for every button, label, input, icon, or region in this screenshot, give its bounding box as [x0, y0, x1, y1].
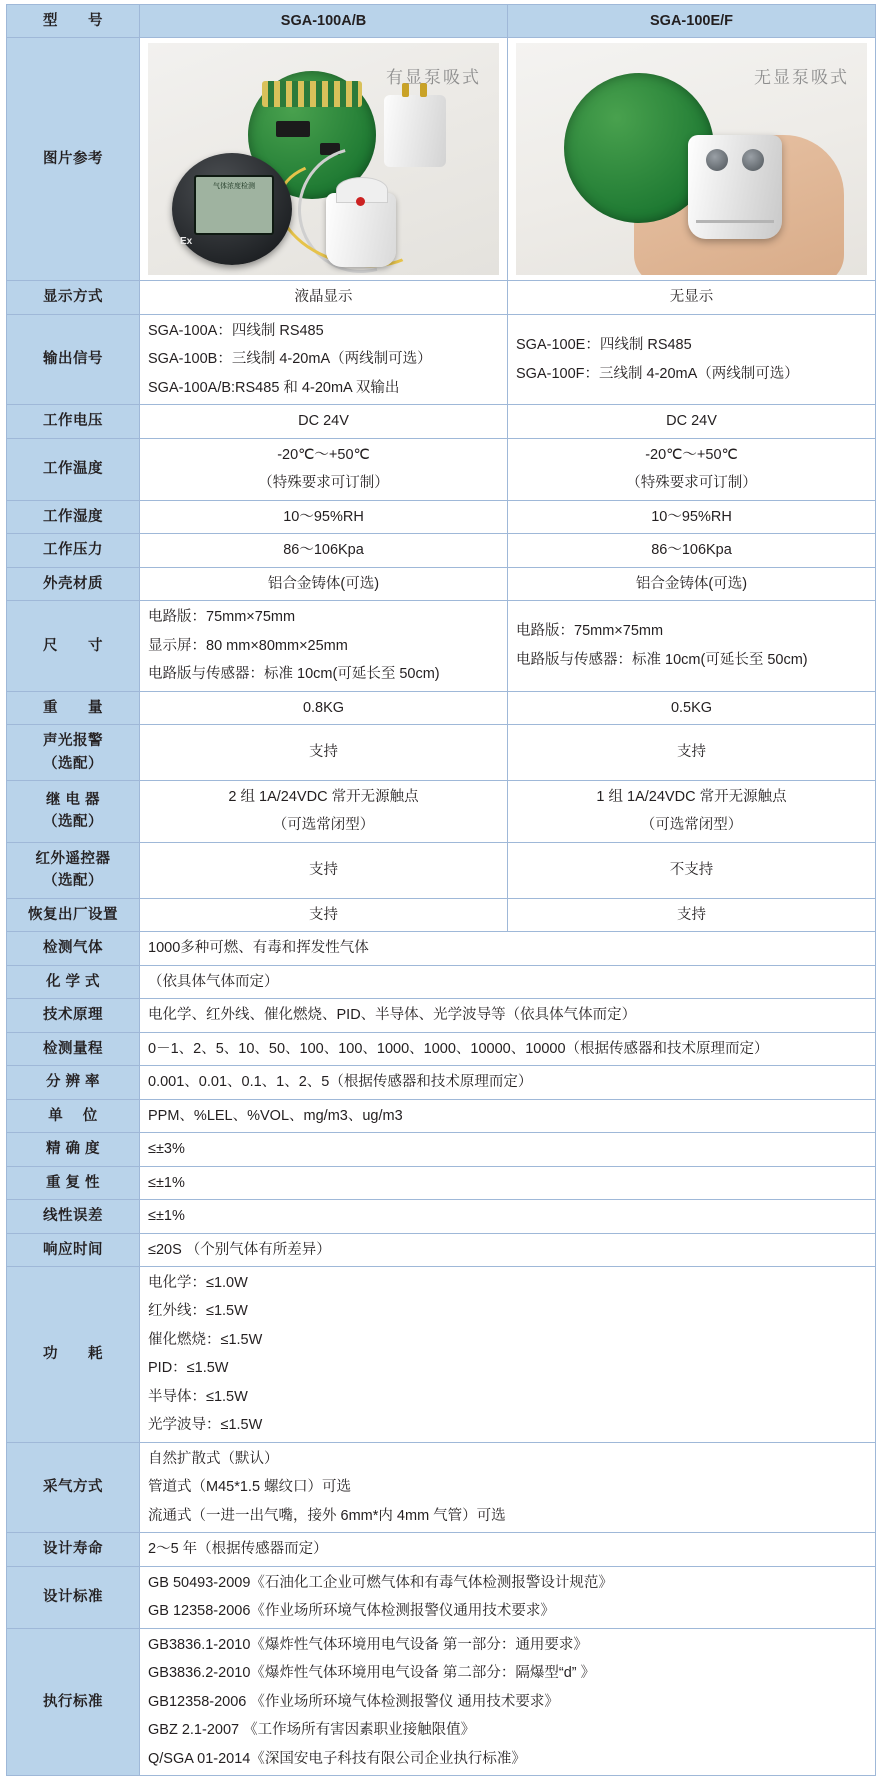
cell-design-standard: GB 50493-2009《石油化工企业可燃气体和有毒气体检测报警设计规范》 GB 12358-2006《作业场所环境气体检测报警仪通用技术要求》 [140, 1566, 876, 1628]
cell-humidity-a: 10～95%RH [140, 500, 508, 533]
table-row [7, 1133, 876, 1166]
row-label-resolution: 分 辨 率 [7, 1066, 140, 1099]
table-row [7, 691, 876, 724]
product-photo-b [516, 43, 867, 275]
specification-table [6, 4, 876, 1776]
photo-cell-b [508, 38, 876, 281]
row-label-output: 输出信号 [7, 314, 140, 404]
row-label-pressure: 工作压力 [7, 534, 140, 567]
row-label-humidity: 工作湿度 [7, 500, 140, 533]
gas-sensor-icon [688, 135, 782, 239]
photo-caption-a: 有显泵吸式 [386, 68, 481, 88]
cell-sampling: 自然扩散式（默认） 管道式（M45*1.5 螺纹口）可选 流通式（一进一出气嘴，接外 6mm*内 4mm 气管）可选 [140, 1442, 876, 1532]
table-row [7, 1267, 876, 1443]
cell-output-b: SGA-100E：四线制 RS485 SGA-100F：三线制 4-20mA（两线制可选） [508, 314, 876, 404]
cell-repeatability: ≤±1% [140, 1166, 876, 1199]
row-label-lifespan: 设计寿命 [7, 1533, 140, 1566]
cell-lifespan: 2～5 年（根据传感器而定） [140, 1533, 876, 1566]
cell-display-a: 液晶显示 [140, 281, 508, 314]
header-model-label: 型 号 [7, 5, 140, 38]
table-row [7, 965, 876, 998]
header-model-a: SGA-100A/B [140, 5, 508, 38]
row-label-dimension: 尺 寸 [7, 601, 140, 691]
table-row [7, 500, 876, 533]
cell-exec-standard: GB3836.1-2010《爆炸性气体环境用电气设备 第一部分：通用要求》 GB3836.2-2010《爆炸性气体环境用电气设备 第二部分：隔爆型“d” 》 GB12358-2006 《作业场所环境气体检测报警仪 通用技术要求》 GBZ 2.1-2007 《工作场所有害因素职业接触限值》 Q/SGA 01-2014《深国安电子科技有限公司企业执行标准》 [140, 1628, 876, 1775]
row-label-linearity: 线性误差 [7, 1200, 140, 1233]
cell-resolution: 0.001、0.01、0.1、1、2、5（根据传感器和技术原理而定） [140, 1066, 876, 1099]
cell-relay-b: 1 组 1A/24VDC 常开无源触点 （可选常闭型） [508, 780, 876, 842]
table-row [7, 1628, 876, 1775]
cell-dimension-b: 电路版：75mm×75mm 电路版与传感器：标准 10cm(可延长至 50cm) [508, 601, 876, 691]
table-row [7, 314, 876, 404]
table-row [7, 1066, 876, 1099]
chip-icon [276, 121, 310, 137]
row-label-exec-standard: 执行标准 [7, 1628, 140, 1775]
cell-dimension-a: 电路版：75mm×75mm 显示屏：80 mm×80mm×25mm 电路版与传感器：标准 10cm(可延长至 50cm) [140, 601, 508, 691]
table-header-row [7, 5, 876, 38]
display-unit-icon: 气体浓度检测 Ex [172, 153, 292, 265]
cell-housing-a: 铝合金铸体(可选) [140, 567, 508, 600]
cell-power: 电化学：≤1.0W 红外线：≤1.5W 催化燃烧：≤1.5W PID：≤1.5W 半导体：≤1.5W 光学波导：≤1.5W [140, 1267, 876, 1443]
cell-display-b: 无显示 [508, 281, 876, 314]
cell-response-time: ≤20S （个别气体有所差异） [140, 1233, 876, 1266]
row-label-sampling: 采气方式 [7, 1442, 140, 1532]
row-label-detect-gas: 检测气体 [7, 932, 140, 965]
row-label-display: 显示方式 [7, 281, 140, 314]
cell-detect-gas: 1000多种可燃、有毒和挥发性气体 [140, 932, 876, 965]
row-label-alarm: 声光报警 （选配） [7, 725, 140, 781]
table-row [7, 534, 876, 567]
table-row [7, 1233, 876, 1266]
sensor-probe-icon [384, 95, 446, 167]
cell-weight-a: 0.8KG [140, 691, 508, 724]
cell-temperature-a: -20℃～+50℃ （特殊要求可订制） [140, 438, 508, 500]
row-label-formula: 化 学 式 [7, 965, 140, 998]
row-label-weight: 重 量 [7, 691, 140, 724]
product-photo-a [148, 43, 499, 275]
table-row [7, 281, 876, 314]
cell-humidity-b: 10～95%RH [508, 500, 876, 533]
table-row [7, 38, 876, 281]
table-row [7, 1032, 876, 1065]
cell-factory-reset-b: 支持 [508, 898, 876, 931]
cell-output-a: SGA-100A：四线制 RS485 SGA-100B：三线制 4-20mA（两线制可选） SGA-100A/B:RS485 和 4-20mA 双输出 [140, 314, 508, 404]
table-row [7, 999, 876, 1032]
table-row [7, 1442, 876, 1532]
cell-factory-reset-a: 支持 [140, 898, 508, 931]
row-label-unit: 单 位 [7, 1099, 140, 1132]
row-label-power: 功 耗 [7, 1267, 140, 1443]
cell-temperature-b: -20℃～+50℃ （特殊要求可订制） [508, 438, 876, 500]
row-label-temperature: 工作温度 [7, 438, 140, 500]
cell-relay-a: 2 组 1A/24VDC 常开无源触点 （可选常闭型） [140, 780, 508, 842]
table-row [7, 1200, 876, 1233]
cell-linearity: ≤±1% [140, 1200, 876, 1233]
cell-unit: PPM、%LEL、%VOL、mg/m3、ug/m3 [140, 1099, 876, 1132]
row-label-principle: 技术原理 [7, 999, 140, 1032]
cell-alarm-b: 支持 [508, 725, 876, 781]
table-row [7, 438, 876, 500]
photo-cell-a [140, 38, 508, 281]
row-label-relay: 继 电 器 （选配） [7, 780, 140, 842]
row-label-accuracy: 精 确 度 [7, 1133, 140, 1166]
cell-ir-remote-a: 支持 [140, 842, 508, 898]
table-row [7, 932, 876, 965]
cell-alarm-a: 支持 [140, 725, 508, 781]
row-label-range: 检测量程 [7, 1032, 140, 1065]
cell-range: 0－1、2、5、10、50、100、100、1000、1000、10000、10000（根据传感器和技术原理而定） [140, 1032, 876, 1065]
row-label-factory-reset: 恢复出厂设置 [7, 898, 140, 931]
cell-principle: 电化学、红外线、催化燃烧、PID、半导体、光学波导等（依具体气体而定） [140, 999, 876, 1032]
row-label-voltage: 工作电压 [7, 405, 140, 438]
gas-sensor-icon [326, 193, 396, 267]
cell-accuracy: ≤±3% [140, 1133, 876, 1166]
table-row [7, 725, 876, 781]
table-row [7, 405, 876, 438]
table-row [7, 567, 876, 600]
cell-formula: （依具体气体而定） [140, 965, 876, 998]
photo-caption-b: 无显泵吸式 [754, 68, 849, 88]
table-row [7, 601, 876, 691]
table-row [7, 1099, 876, 1132]
table-row [7, 898, 876, 931]
table-row [7, 1166, 876, 1199]
table-row [7, 1566, 876, 1628]
cell-weight-b: 0.5KG [508, 691, 876, 724]
cell-pressure-b: 86～106Kpa [508, 534, 876, 567]
header-model-b: SGA-100E/F [508, 5, 876, 38]
cell-pressure-a: 86～106Kpa [140, 534, 508, 567]
cell-voltage-b: DC 24V [508, 405, 876, 438]
row-label-ir-remote: 红外遥控器 （选配） [7, 842, 140, 898]
cell-housing-b: 铝合金铸体(可选) [508, 567, 876, 600]
table-row [7, 780, 876, 842]
row-label-photo: 图片参考 [7, 38, 140, 281]
row-label-housing: 外壳材质 [7, 567, 140, 600]
cell-ir-remote-b: 不支持 [508, 842, 876, 898]
row-label-design-standard: 设计标准 [7, 1566, 140, 1628]
row-label-response-time: 响应时间 [7, 1233, 140, 1266]
table-row [7, 1533, 876, 1566]
row-label-repeatability: 重 复 性 [7, 1166, 140, 1199]
cell-voltage-a: DC 24V [140, 405, 508, 438]
table-row [7, 842, 876, 898]
table-body [7, 5, 876, 1776]
